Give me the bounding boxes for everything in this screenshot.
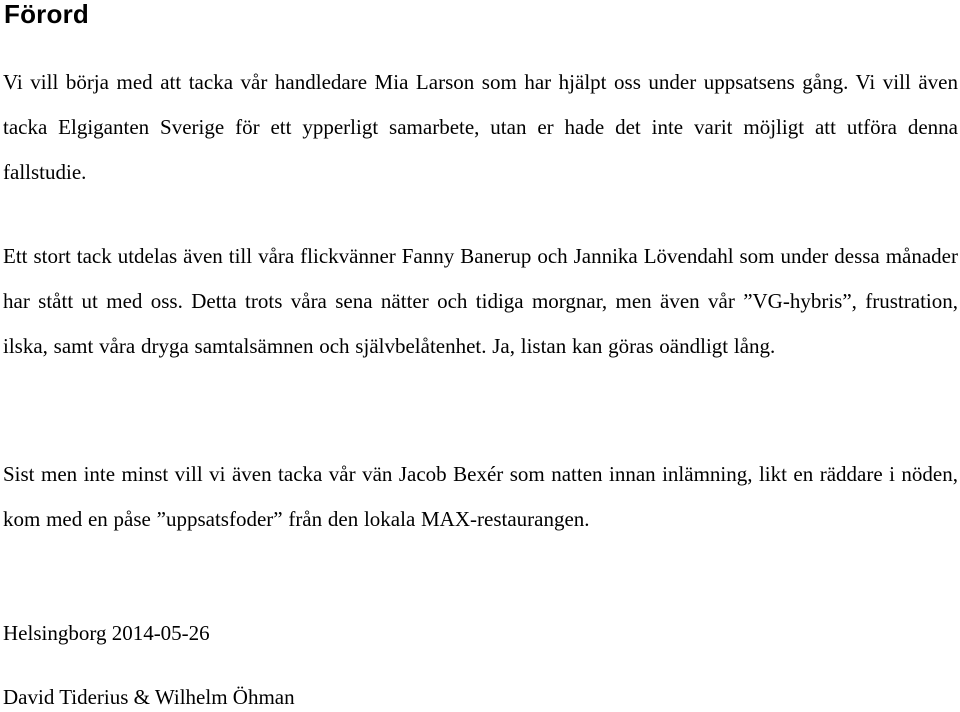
paragraph-acknowledgement-friend: Sist men inte minst vill vi även tacka vår vän Jacob Bexér som natten innan inlämning, likt en räddare i nöden, kom med en påse ”uppsatsfoder” från den lokala MAX-restaurangen. [3,462,958,531]
author-names: David Tiderius & Wilhelm Öhman [3,685,295,709]
paragraph-acknowledgement-supervisor: Vi vill börja med att tacka vår handledare Mia Larson som har hjälpt oss under uppsatsens gång. Vi vill även tacka Elgiganten Sverige för ett ypperligt samarbete, utan er hade det inte varit möjligt att utföra denna fallstudie. [3,70,958,184]
paragraph-acknowledgement-partners: Ett stort tack utdelas även till våra flickvänner Fanny Banerup och Jannika Lövendahl som under dessa månader har stått ut med oss. Detta trots våra sena nätter och tidiga morgnar, men även vår ”VG-hybris”, frustration, ilska, samt våra dryga samtalsämnen och självbelåtenhet. Ja, listan kan göras oändligt lång. [3,244,958,358]
page-title: Förord [4,0,89,29]
place-and-date: Helsingborg 2014-05-26 [3,621,210,645]
